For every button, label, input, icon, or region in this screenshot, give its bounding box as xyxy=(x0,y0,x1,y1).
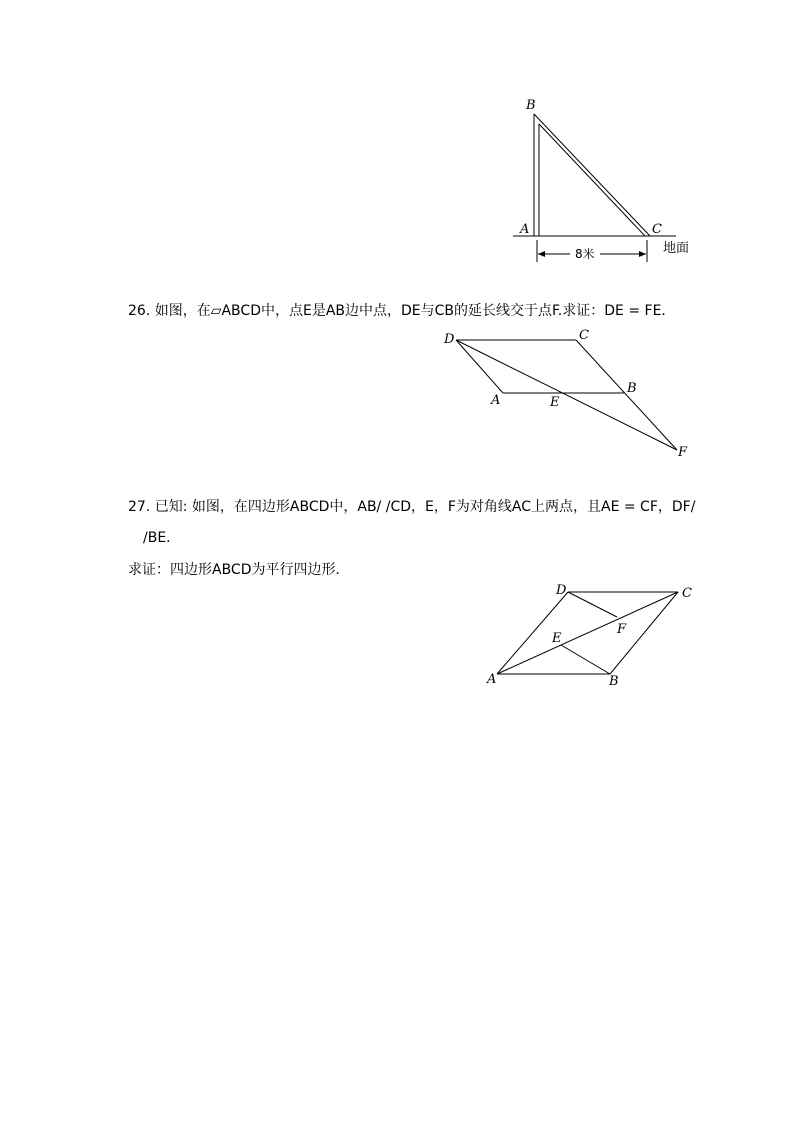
segment-DA xyxy=(456,340,503,393)
segment-DF xyxy=(456,340,677,450)
q27-number: 27. xyxy=(128,499,151,515)
label-C: C xyxy=(579,328,589,343)
arrowhead-right xyxy=(639,251,646,257)
label-C: C xyxy=(652,222,662,237)
label-A: A xyxy=(487,672,497,687)
q26-statement: 如图，在▱ABCD中，点E是AB边中点，DE与CB的延长线交于点F.求证：DE = FE． xyxy=(154,303,676,319)
q26-number: 26. xyxy=(128,303,151,319)
q27-line2: /BE． xyxy=(143,530,181,546)
label-B: B xyxy=(609,674,619,689)
arrowhead-left xyxy=(538,251,545,257)
label-C: C xyxy=(682,586,692,601)
label-E: E xyxy=(552,631,562,646)
q27-figure xyxy=(482,580,697,690)
label-B: B xyxy=(526,98,536,113)
ladder-line-outer xyxy=(534,114,650,236)
q27-line1 xyxy=(128,498,695,516)
q26-figure xyxy=(440,326,695,461)
ladder-line-inner xyxy=(539,124,645,236)
label-A: A xyxy=(491,393,501,408)
ladder-figure xyxy=(505,92,705,267)
label-A: A xyxy=(520,222,530,237)
q26-text xyxy=(128,302,675,320)
diagonal-AC xyxy=(497,592,678,674)
label-D: D xyxy=(556,583,567,598)
label-F: F xyxy=(617,622,627,637)
label-F: F xyxy=(678,445,688,460)
distance-label: 8米 xyxy=(575,247,595,261)
label-B: B xyxy=(627,381,637,396)
ground-label: 地面 xyxy=(663,241,690,256)
q27-statement-line1: 已知: 如图，在四边形ABCD中，AB/ /CD，E，F为对角线AC上两点，且AE = CF，DF/ xyxy=(154,499,696,515)
segment-EB xyxy=(561,645,610,674)
q27-line3: 求证：四边形ABCD为平行四边形． xyxy=(128,562,350,578)
label-D: D xyxy=(444,332,455,347)
segment-DF xyxy=(568,592,617,617)
label-E: E xyxy=(550,395,560,410)
